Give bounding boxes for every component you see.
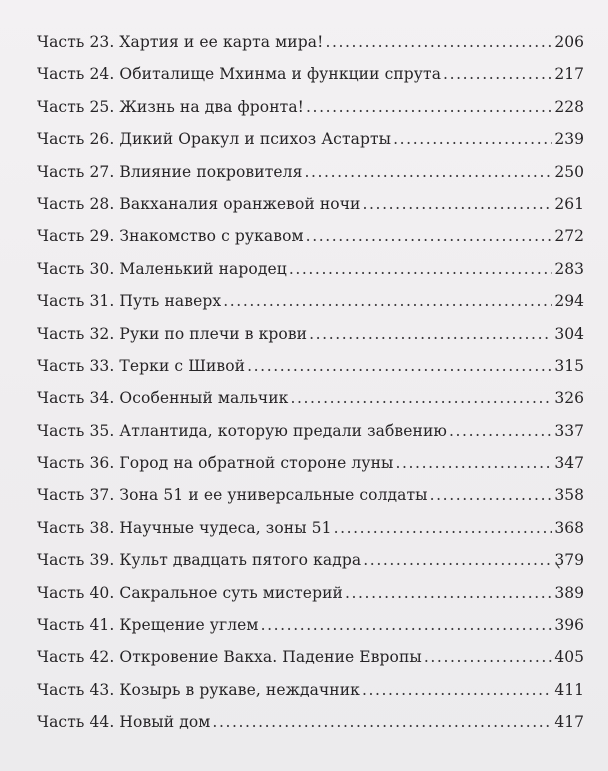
dot-leader <box>393 123 552 155</box>
dot-leader <box>345 577 552 609</box>
toc-entry-title: Часть 28. Вакханалия оранжевой ночи <box>37 194 361 213</box>
dot-leader <box>212 706 552 738</box>
toc-entry-page-number: 411 <box>554 680 584 699</box>
toc-entry <box>37 220 584 252</box>
toc-entry-title: Часть 35. Атлантида, которую предали забвению <box>37 421 447 440</box>
toc-entry <box>37 123 584 155</box>
toc-entry-title: Часть 31. Путь наверх <box>37 292 222 311</box>
toc-entry-page-number: 283 <box>554 259 584 278</box>
dot-leader <box>304 156 552 188</box>
dot-leader <box>261 609 553 641</box>
toc-entry-page-number: 417 <box>554 713 584 732</box>
toc-entry-page-number: 272 <box>554 227 584 246</box>
toc-entry <box>37 577 584 609</box>
toc-entry-title: Часть 27. Влияние покровителя <box>37 162 303 181</box>
toc-entry-page-number: 217 <box>554 65 584 84</box>
toc-entry <box>37 544 584 576</box>
toc-entry <box>37 253 584 285</box>
toc-entry-title: Часть 41. Крещение углем <box>37 616 259 635</box>
toc-entry-title: Часть 38. Научные чудеса, зоны 51 <box>37 518 332 537</box>
toc-entry-page-number: 239 <box>554 130 584 149</box>
dot-leader <box>443 58 552 90</box>
toc-entry <box>37 382 584 414</box>
toc-entry-title: Часть 29. Знакомство с рукавом <box>37 227 304 246</box>
dot-leader <box>223 285 552 317</box>
toc-entry-title: Часть 37. Зона 51 и ее универсальные солдаты <box>37 486 428 505</box>
toc-entry-page-number: 389 <box>554 583 584 602</box>
dot-leader <box>309 318 552 350</box>
toc-entry <box>37 674 584 706</box>
toc-entry <box>37 58 584 90</box>
dot-leader <box>363 544 552 576</box>
toc-entry-page-number: 368 <box>554 518 584 537</box>
dot-leader <box>395 447 552 479</box>
dot-leader <box>306 220 553 252</box>
toc-entry <box>37 91 584 123</box>
dot-leader <box>449 415 552 447</box>
toc-entry-page-number: 405 <box>554 648 584 667</box>
toc-entry-page-number: 396 <box>554 616 584 635</box>
toc-entry-page-number: 206 <box>554 33 584 51</box>
dot-leader <box>424 641 553 673</box>
toc-entry-page-number: 261 <box>554 194 584 213</box>
toc-entry <box>37 188 584 220</box>
toc-entry-page-number: 304 <box>554 324 584 343</box>
dot-leader <box>247 350 552 382</box>
toc-entry-title: Часть 23. Хартия и ее карта мира! <box>37 33 324 51</box>
toc-entry-title: Часть 34. Особенный мальчик <box>37 389 289 408</box>
dot-leader <box>306 91 552 123</box>
dot-leader <box>325 26 552 58</box>
toc-entry <box>37 447 584 479</box>
table-of-contents <box>37 26 584 739</box>
toc-entry-title: Часть 42. Откровение Вакха. Падение Европы <box>37 648 422 667</box>
toc-entry-page-number: 337 <box>554 421 584 440</box>
toc-entry <box>37 512 584 544</box>
toc-entry <box>37 415 584 447</box>
toc-entry-page-number: 315 <box>554 356 584 375</box>
toc-entry <box>37 609 584 641</box>
toc-entry-page-number: 326 <box>554 389 584 408</box>
toc-entry <box>37 318 584 350</box>
toc-entry-title: Часть 44. Новый дом <box>37 713 211 732</box>
toc-entry-title: Часть 26. Дикий Оракул и психоз Астарты <box>37 130 392 149</box>
dot-leader <box>290 382 552 414</box>
toc-entry-page-number: 228 <box>554 97 584 116</box>
toc-entry-page-number: 294 <box>554 292 584 311</box>
dot-leader <box>362 674 552 706</box>
toc-entry-title: Часть 33. Терки с Шивой <box>37 356 246 375</box>
toc-entry <box>37 26 584 58</box>
toc-entry <box>37 641 584 673</box>
toc-entry-title: Часть 32. Руки по плечи в крови <box>37 324 308 343</box>
toc-entry-title: Часть 39. Культ двадцать пятого кадра <box>37 551 362 570</box>
toc-entry-title: Часть 30. Маленький народец <box>37 259 287 278</box>
toc-entry-title: Часть 43. Козырь в рукаве, неждачник <box>37 680 360 699</box>
toc-entry <box>37 706 584 738</box>
toc-entry-page-number: 347 <box>554 454 584 473</box>
dot-leader <box>289 253 553 285</box>
toc-entry-page-number: 250 <box>554 162 584 181</box>
dot-leader <box>363 188 553 220</box>
toc-entry-title: Часть 25. Жизнь на два фронта! <box>37 97 305 116</box>
toc-entry <box>37 350 584 382</box>
toc-entry <box>37 479 584 511</box>
toc-entry-title: Часть 36. Город на обратной стороне луны <box>37 454 394 473</box>
toc-entry-page-number: 379 <box>554 551 584 570</box>
toc-entry-title: Часть 40. Сакральное суть мистерий <box>37 583 343 602</box>
toc-entry-page-number: 358 <box>554 486 584 505</box>
dot-leader <box>334 512 553 544</box>
toc-entry <box>37 156 584 188</box>
toc-entry <box>37 285 584 317</box>
toc-entry-title: Часть 24. Обиталище Мхинма и функции спрута <box>37 65 442 84</box>
dot-leader <box>430 479 553 511</box>
